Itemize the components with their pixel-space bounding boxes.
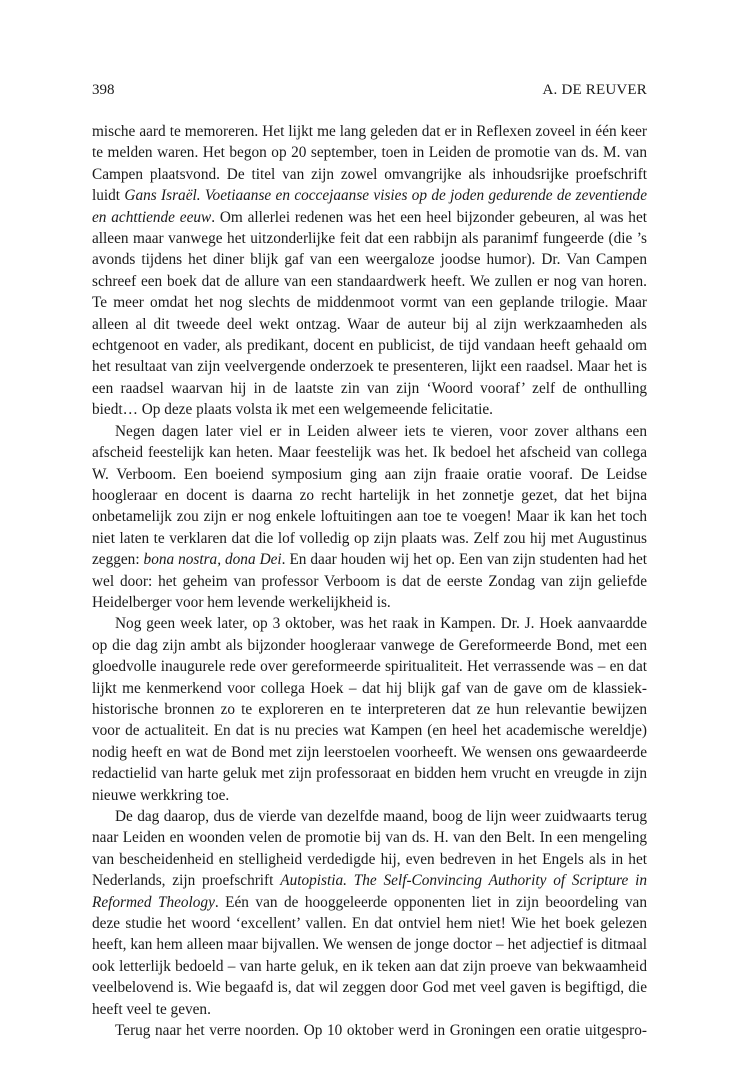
paragraph — [92, 806, 647, 1020]
text-run: Terug naar het verre noorden. Op 10 oktober werd in Groningen een oratie uitgespro- — [115, 1022, 647, 1040]
body-text — [92, 121, 647, 1041]
paragraph — [92, 421, 647, 614]
book-title-italic: Gans Israël. Voetiaanse en coccejaanse visies op de joden gedurende de zeventiende en achttiende eeuw — [92, 187, 647, 226]
text-run: De dag daarop, dus de vierde van dezelfde maand, boog de lijn weer zuidwaarts terug naar Leiden en woonden velen de promotie bij van ds. H. van den Belt. In een mengeling van bescheidenheid en stelligheid verdedigde hij, even bedreven in het Engels als in het Nederlands, zijn proefschrift — [92, 808, 647, 890]
text-run: . Eén van de hooggeleerde opponenten liet in zijn beoordeling van deze studie het woord ‘excellent’ vallen. En dat ontviel hem niet! Wie het boek gelezen heeft, kan hem alleen maar bijvallen. We wensen de jonge doctor – het adjectief is ditmaal ook letterlijk bedoeld – van harte geluk, en ik teken aan dat zijn proeve van bekwaamheid veelbelovend is. Wie begaafd is, dat wil zeggen door God met veel gaven is begiftigd, die heeft veel te geven. — [92, 893, 647, 1018]
text-run: . En daar houden wij het op. Een van zijn studenten had het wel door: het geheim van professor Verboom is dat de eerste Zondag van zijn geliefde Heidelberger voor hem levende werkelijkheid is. — [92, 551, 648, 611]
running-head: A. DE REUVER — [542, 82, 647, 98]
page-header — [92, 80, 647, 100]
text-run: Negen dagen later viel er in Leiden alweer iets te vieren, voor zover althans een afscheid feestelijk kan heten. Maar feestelijk was het. Ik bedoel het afscheid van collega W. Verboom. Een boeiend symposium ging aan zijn fraaie oratie vooraf. De Leidse hoogleraar en docent is daarna zo recht hartelijk in het zonnetje gezet, dat het bijna onbetamelijk zou zijn er nog enkele loftuitingen aan toe te voegen! Maar ik kan het toch niet laten te verklaren dat die lof volledig op zijn plaats was. Zelf zou hij met Augustinus zeggen: — [92, 422, 647, 569]
paragraph — [92, 613, 647, 806]
text-run: Nog geen week later, op 3 oktober, was het raak in Kampen. Dr. J. Hoek aanvaardde op die dag zijn ambt als bijzonder hoogleraar vanwege de Gereformeerde Bond, met een gloedvolle inaugurele rede over gereformeerde spiritualiteit. Het verrassende was – en dat lijkt me kenmerkend voor collega Hoek – dat hij blijk gaf van de gave om de klassiek-historische bronnen zo te exploreren en te interpreteren dat ze hun relevantie bewijzen voor de actualiteit. En dat is nu precies wat Kampen (en heel het academische wereldje) nodig heeft en wat de Bond met zijn leerstoelen voorheeft. We wensen ons gewaardeerde redactielid van harte geluk met zijn professoraat en bidden hem vrucht en vreugde in zijn nieuwe werkkring toe. — [92, 615, 647, 804]
paragraph — [92, 1020, 647, 1041]
text-run: mische aard te memoreren. Het lijkt me lang geleden dat er in Reflexen zoveel in één keer te melden waren. Het begon op 20 september, toen in Leiden de promotie van ds. M. van Campen plaatsvond. De titel van zijn zowel omvangrijke als inhoudsrijke proefschrift luidt — [92, 123, 647, 205]
page-number: 398 — [92, 82, 115, 98]
latin-quote-italic: bona nostra, dona Dei — [143, 551, 282, 569]
paragraph — [92, 121, 647, 421]
book-title-italic: Autopistia. The Self-Convincing Authority of Scripture in Reformed Theology — [92, 872, 648, 911]
text-run: . Om allerlei redenen was het een heel bijzonder gebeuren, al was het alleen maar vanwege het uitzonderlijke feit dat een rabbijn als paranimf fungeerde (die ’s avonds tijdens het diner blijk gaf van een weergaloze joodse humor). Dr. Van Campen schreef een boek dat de allure van een standaardwerk heeft. We zullen er nog van horen. Te meer omdat het nog slechts de middenmoot vormt van een geplande trilogie. Maar alleen al dit tweede deel wekt ontzag. Waar de auteur bij al zijn werkzaamheden als echtgenoot en vader, als predikant, docent en publicist, de tijd vandaan heeft gehaald om het resultaat van zijn veelvergende onderzoek te presenteren, lijkt een raadsel. Maar het is een raadsel waarvan hij in de laatste zin van zijn ‘Woord vooraf’ zelf de onthulling biedt… Op deze plaats volsta ik met een welgemeende felicitatie. — [92, 208, 647, 419]
